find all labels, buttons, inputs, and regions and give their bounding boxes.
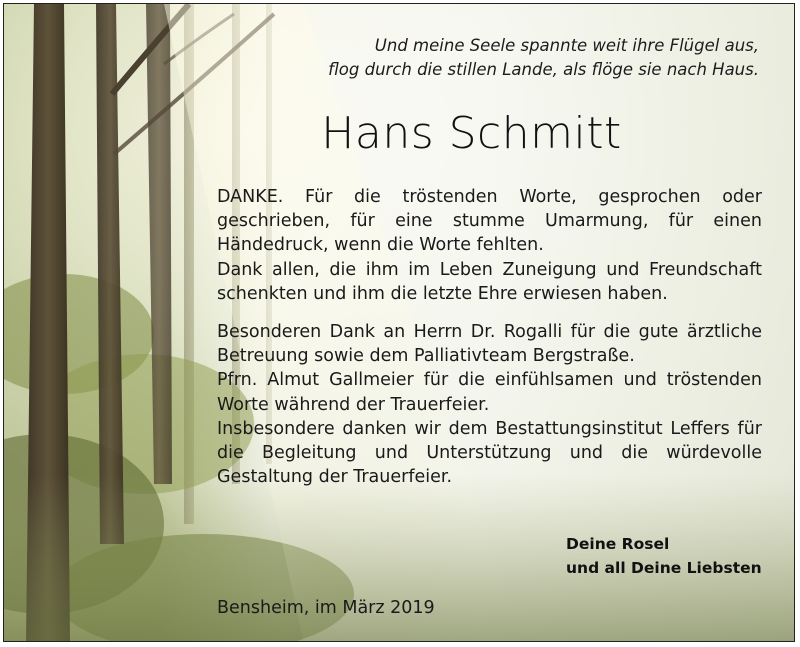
signature (566, 532, 762, 580)
text-line: Insbesondere danken wir dem Bestattungsinstitut Leffers für (217, 418, 762, 439)
text-line: Worte während der Trauerfeier. (217, 394, 490, 415)
text-line: Gestaltung der Trauerfeier. (217, 467, 453, 488)
signature-line: und all Deine Liebsten (566, 559, 762, 577)
paragraph-gap (217, 306, 762, 320)
verse (4, 34, 794, 82)
signature-line: Deine Rosel (566, 535, 670, 553)
text-line: geschrieben, für eine stumme Umarmung, für einen (217, 211, 762, 232)
text-line: Betreuung sowie dem Palliativteam Bergstraße. (217, 346, 635, 367)
deceased-name: Hans Schmitt (321, 108, 622, 159)
obituary-card (3, 3, 795, 642)
thanks-text (217, 185, 762, 489)
text-line: Dank allen, die ihm im Leben Zuneigung und Freundschaft (217, 259, 762, 280)
verse-line: Und meine Seele spannte weit ihre Flügel aus, (374, 36, 759, 55)
place-date: Bensheim, im März 2019 (217, 598, 435, 618)
text-line: Besonderen Dank an Herrn Dr. Rogalli für die gute ärztliche (217, 322, 762, 343)
text-line: die Begleitung und Unterstützung und die würdevolle (217, 443, 762, 464)
verse-line: flog durch die stillen Lande, als flöge sie nach Haus. (328, 60, 759, 79)
text-line: schenkten und ihm die letzte Ehre erwiesen haben. (217, 283, 668, 304)
text-line: DANKE. Für die tröstenden Worte, gesprochen oder (217, 187, 762, 207)
text-line: Händedruck, wenn die Worte fehlten. (217, 235, 544, 256)
text-line: Pfrn. Almut Gallmeier für die einfühlsamen und tröstenden (217, 370, 762, 391)
